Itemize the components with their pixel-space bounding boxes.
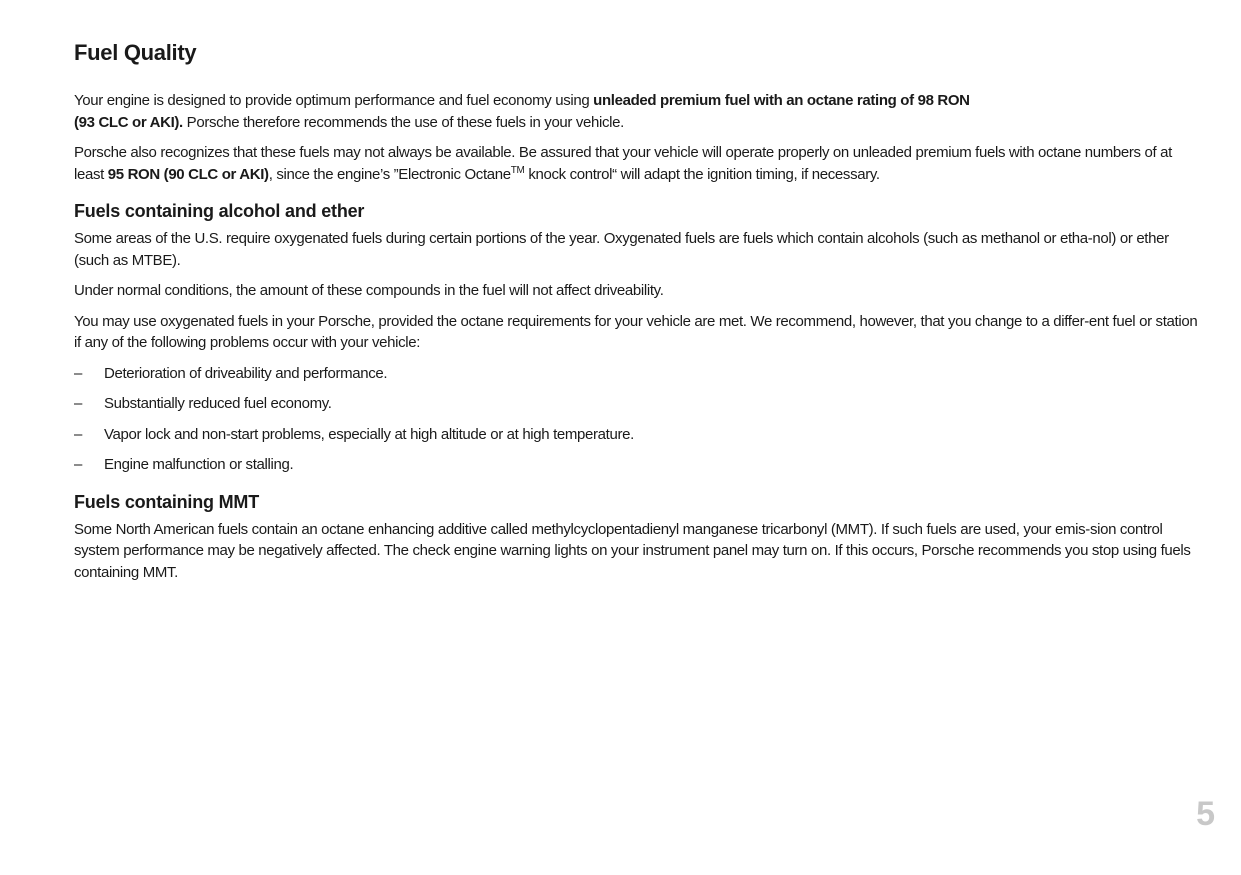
intro-p2-text-2: , since the engine’s ”Electronic Octane	[268, 165, 511, 183]
mmt-paragraph: Some North American fuels contain an octane enhancing additive called methylcyclopentadienyl manganese tricarbonyl (MMT). If such fuels are used, your emis-sion control system performance may be negatively affected. The check engine warning lights on your instrument panel may turn on. If this occurs, Porsche recommends you stop using fuels containing MMT.	[74, 520, 1191, 581]
dash-bullet: –	[74, 395, 82, 412]
list-item-text: Vapor lock and non-start problems, especially at high altitude or at high temperature.	[104, 425, 634, 443]
heading-mmt: Fuels containing MMT	[74, 491, 259, 512]
alcohol-paragraph-2: Under normal conditions, the amount of these compounds in the fuel will not affect driveability.	[74, 282, 664, 299]
dash-bullet: –	[74, 425, 82, 443]
intro-paragraph-2	[74, 142, 1204, 185]
intro-p2-text-3: knock control“ will adapt the ignition timing, if necessary.	[524, 165, 880, 183]
intro-p1-text-2: Porsche therefore recommends the use of these fuels in your vehicle.	[182, 113, 624, 131]
page-title: Fuel Quality	[74, 40, 197, 65]
dash-bullet: –	[74, 364, 82, 382]
alcohol-paragraph-1: Some areas of the U.S. require oxygenated fuels during certain portions of the year. Oxygenated fuels are fuels which contain alcohols (such as methanol or etha-nol) or ether (such as MTBE).	[74, 230, 1169, 269]
list-item	[74, 454, 1204, 476]
list-item-text: Engine malfunction or stalling.	[104, 456, 294, 473]
problem-list	[74, 363, 1204, 476]
intro-paragraph-1	[74, 90, 1204, 133]
list-item-text: Substantially reduced fuel economy.	[104, 395, 332, 412]
intro-p2-bold-1: 95 RON (90 CLC or AKI)	[107, 165, 269, 183]
dash-bullet: –	[74, 456, 82, 473]
list-item-text: Deterioration of driveability and performance.	[104, 364, 388, 382]
heading-alcohol-ether: Fuels containing alcohol and ether	[74, 201, 365, 221]
intro-p2-text-1: Porsche also recognizes that these fuels may not always be available. Be assured that your vehicle will operate properly on unleaded premium fuels with octane numbers of at least	[74, 144, 1172, 183]
page-number: 5	[1196, 795, 1215, 833]
trademark-superscript: TM	[510, 164, 525, 176]
intro-p1-bold-1: unleaded premium fuel with an octane rating of 98 RON	[593, 92, 970, 109]
list-item	[74, 424, 1204, 446]
document-page	[74, 38, 1204, 592]
intro-p1-text-1: Your engine is designed to provide optimum performance and fuel economy using	[74, 92, 594, 109]
alcohol-paragraph-3: You may use oxygenated fuels in your Porsche, provided the octane requirements for your vehicle are met. We recommend, however, that you change to a differ-ent fuel or station if any of the following problems occur with your vehicle:	[74, 312, 1198, 351]
intro-p1-bold-2: (93 CLC or AKI).	[74, 113, 183, 131]
list-item	[74, 393, 1204, 415]
list-item	[74, 363, 1204, 385]
